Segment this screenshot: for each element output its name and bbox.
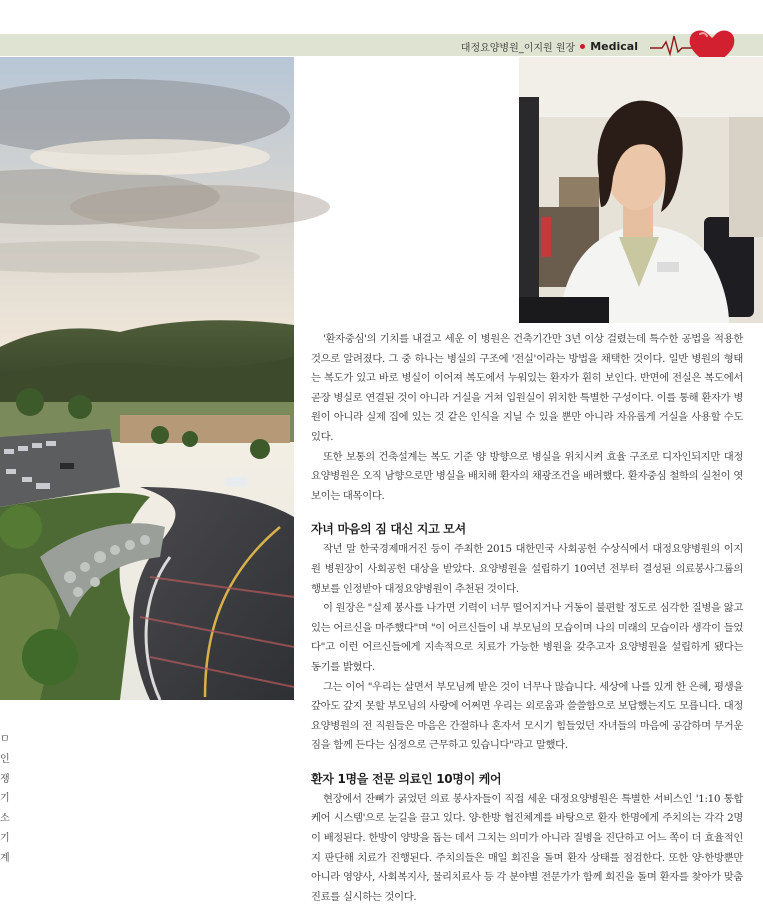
clipped-column-fragments (0, 730, 8, 869)
category-label: Medical (590, 39, 638, 53)
fragment: ㅁ (0, 734, 10, 745)
section1-heading: 자녀 마음의 짐 대신 지고 모셔 (311, 522, 466, 537)
fragment: 기 (0, 832, 10, 844)
fragment: 계 (0, 852, 10, 864)
bullet-dot (580, 44, 585, 49)
section2-heading: 환자 1명을 전문 의료인 10명이 케어 (311, 771, 502, 786)
running-header (461, 38, 638, 54)
fragment: 기 (0, 793, 10, 805)
doctor-portrait-photo (519, 57, 763, 323)
section1-paragraph: 그는 이어 "우리는 살면서 부모님께 받은 것이 너무나 많습니다. 세상에 나를 있게 한 은혜, 평생을 갚아도 갚지 못할 부모님의 사랑에 어쩌면 우리는 외로움과 쓸쓸함으로 보답했는지도 모릅니다. 대정요양병원의 전 직원들은 마음은 간절하나 혼자서 모시기 힘들었던 자녀들의 마음에 공감하며 무거운 짐을 함께 든다는 심정으로 근무하고 있습니다"라고 말했다. (311, 680, 743, 752)
section2-paragraph: 현장에서 잔뼈가 굵었던 의료 봉사자들이 직접 세운 대정요양병원은 특별한 서비스인 '1:10 통합 케어 시스템'으로 눈길을 끌고 있다. 양·한방 협진체계를 바탕으로 환자 한명에게 주치의는 각각 2명이 배정된다. 한방이 양방을 돕는 데서 그치는 의미가 아니라 질병을 진단하고 어느 쪽이 더 효율적인지 판단해 치료가 진행된다. 주치의들은 매일 회진을 돌며 환자 상태를 점검한다. 또한 양·한방뿐만 아니라 영양사, 사회복지사, 물리치료사 등 각 분야별 전문가가 함께 회진을 돌며 환자를 찾아가 맞춤진료를 실시하는 것이다. (311, 792, 743, 903)
section1-paragraph: 작년 말 한국경제매거진 등이 주최한 2015 대한민국 사회공헌 수상식에서 대정요양병원의 이지원 병원장이 사회공헌 대상을 받았다. 요양병원을 설립하기 10여년 전부터 결성된 의료봉사그룹의 행보를 인정받아 대정요양병원이 추천된 것이다. (311, 543, 743, 595)
fragment: 인 (0, 753, 10, 765)
fragment: 쟁 (0, 773, 10, 785)
fragment: 소 (0, 813, 10, 825)
hospital-landscape-photo (0, 57, 294, 700)
section1-paragraph: 이 원장은 "실제 봉사를 나가면 기력이 너무 떨어지거나 거동이 불편할 정도로 심각한 질병을 앓고 있는 어르신을 마주했다"며 "이 어르신들이 내 부모님의 모습이며 나의 미래의 모습이라 생각이 들었다"고 이런 어르신들에게 지속적으로 치료가 가능한 병원을 갖추고자 요양병원을 설립하게 됐다는 동기를 밝혔다. (311, 602, 743, 673)
section-label: 대정요양병원_이지원 원장 (460, 42, 576, 54)
article-body (311, 330, 743, 907)
intro-paragraph: 또한 보통의 건축설계는 복도 기준 양 방향으로 병실을 위치시켜 효율 구조로 디자인되지만 대정요양병원은 오직 남향으로만 병실을 배치해 환자의 채광조건을 배려했다. 환자중심 철학의 실천이 엿보이는 대목이다. (311, 450, 743, 502)
intro-paragraph: '환자중심'의 기치를 내걸고 세운 이 병원은 건축기간만 3년 이상 걸렸는데 특수한 공법을 적용한 것으로 알려졌다. 그 중 하나는 병실의 구조에 '전실'이라는 방법을 채택한 것이다. 일반 병원의 형태는 복도가 있고 바로 병실이 이어져 복도에서 누워있는 환자가 훤히 보인다. 반면에 전실은 복도에서 곧장 병실로 연결된 것이 아니라 거실을 거쳐 입원실이 위치한 특별한 구성이다. 이를 통해 환자가 병원이 아니라 실제 집에 있는 것 같은 인식을 지닐 수 있을 뿐만 아니라 자유롭게 거실을 사용할 수도 있다. (311, 333, 743, 443)
